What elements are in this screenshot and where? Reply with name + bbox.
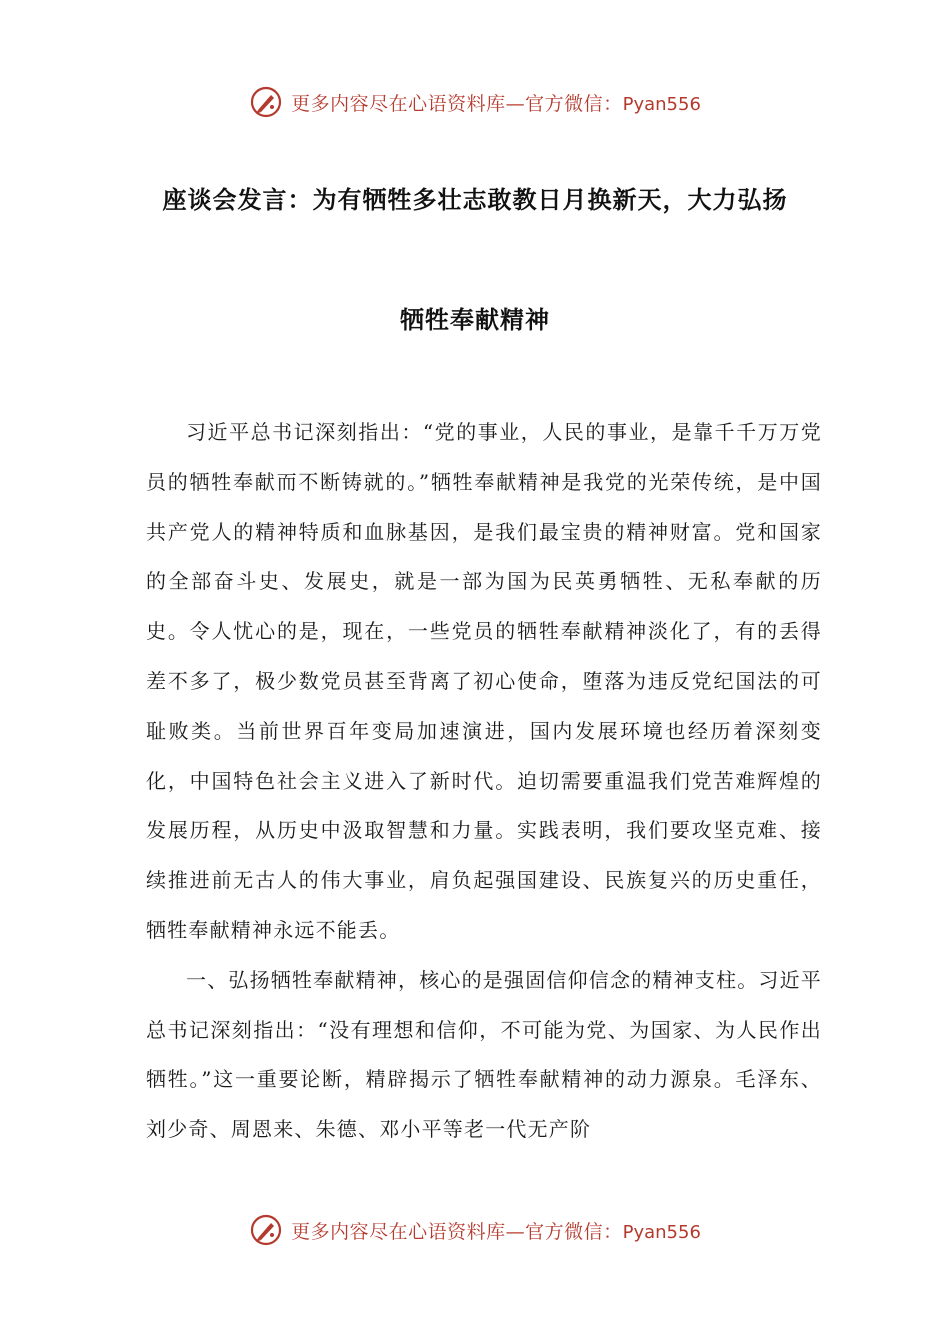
- watermark-wechat-id: Pyan556: [622, 93, 701, 115]
- watermark-text: 更多内容尽在心语资料库—官方微信：Pyan556: [291, 92, 701, 115]
- watermark-wechat-id: Pyan556: [622, 1221, 701, 1243]
- paragraph: 一、弘扬牺牲奉献精神，核心的是强固信仰信念的精神支柱。习近平总书记深刻指出：“没有理想和信仰，不可能为党、为国家、为人民作出牺牲。”这一重要论断，精辟揭示了牺牲奉献精神的动力源泉。毛泽东、刘少奇、周恩来、朱德、邓小平等老一代无产阶: [146, 967, 822, 1142]
- document-body: [146, 408, 822, 1155]
- pen-in-circle-logo-icon: [249, 1213, 283, 1247]
- watermark-footer: [0, 1210, 950, 1250]
- document-title-line1: 座谈会发言：为有牺牲多壮志敢教日月换新天，大力弘扬: [162, 185, 788, 214]
- document-title-line2: 牺牲奉献精神: [400, 305, 550, 334]
- paragraph: 习近平总书记深刻指出：“党的事业，人民的事业，是靠千千万万党员的牺牲奉献而不断铸就的。”牺牲奉献精神是我党的光荣传统，是中国共产党人的精神特质和血脉基因，是我们最宝贵的精神财富。党和国家的全部奋斗史、发展史，就是一部为国为民英勇牺牲、无私奉献的历史。令人忧心的是，现在，一些党员的牺牲奉献精神淡化了，有的丢得差不多了，极少数党员甚至背离了初心使命，堕落为违反党纪国法的可耻败类。当前世界百年变局加速演进，国内发展环境也经历着深刻变化，中国特色社会主义进入了新时代。迫切需要重温我们党苦难辉煌的发展历程，从历史中汲取智慧和力量。实践表明，我们要攻坚克难、接续推进前无古人的伟大事业，肩负起强国建设、民族复兴的历史重任，牺牲奉献精神永远不能丢。: [146, 420, 822, 942]
- pen-in-circle-logo-icon: [249, 85, 283, 119]
- watermark-header: [0, 82, 950, 122]
- watermark-text: 更多内容尽在心语资料库—官方微信：Pyan556: [291, 1220, 701, 1243]
